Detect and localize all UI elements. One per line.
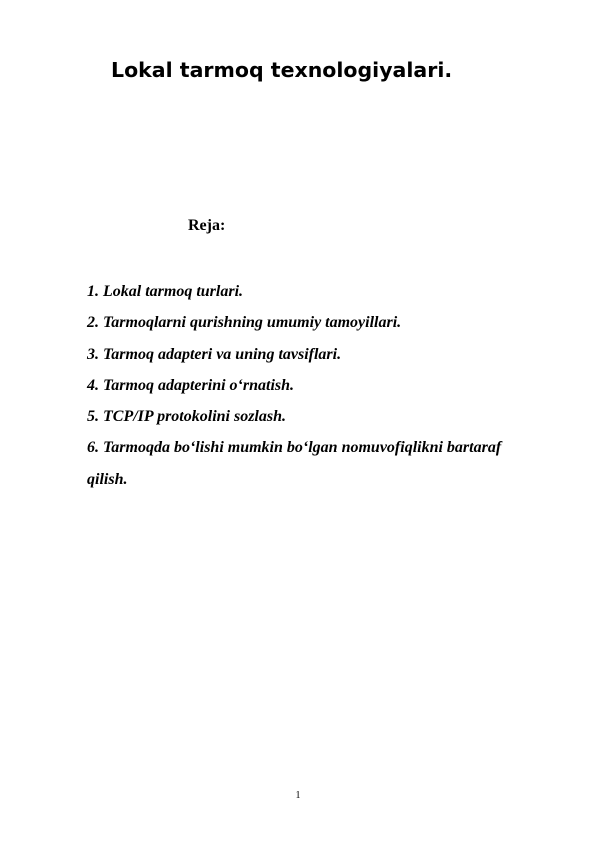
document-title: Lokal tarmoq texnologiyalari. xyxy=(111,58,453,82)
plan-list xyxy=(87,276,517,495)
plan-item: 1. Lokal tarmoq turlari. xyxy=(87,283,244,300)
plan-item: 6. Tarmoqda bo‘lishi mumkin bo‘lgan nomuvofiqlikni bartaraf qilish. xyxy=(87,439,502,488)
plan-item: 2. Tarmoqlarni qurishning umumiy tamoyillari. xyxy=(87,314,402,332)
plan-heading: Reja: xyxy=(188,217,226,234)
plan-item: 5. TCP/IP protokolini sozlash. xyxy=(87,408,286,426)
plan-item: 3. Tarmoq adapteri va uning tavsiflari. xyxy=(87,345,342,363)
plan-item: 4. Tarmoq adapterini o‘rnatish. xyxy=(87,376,295,394)
page-number: 1 xyxy=(295,790,301,801)
